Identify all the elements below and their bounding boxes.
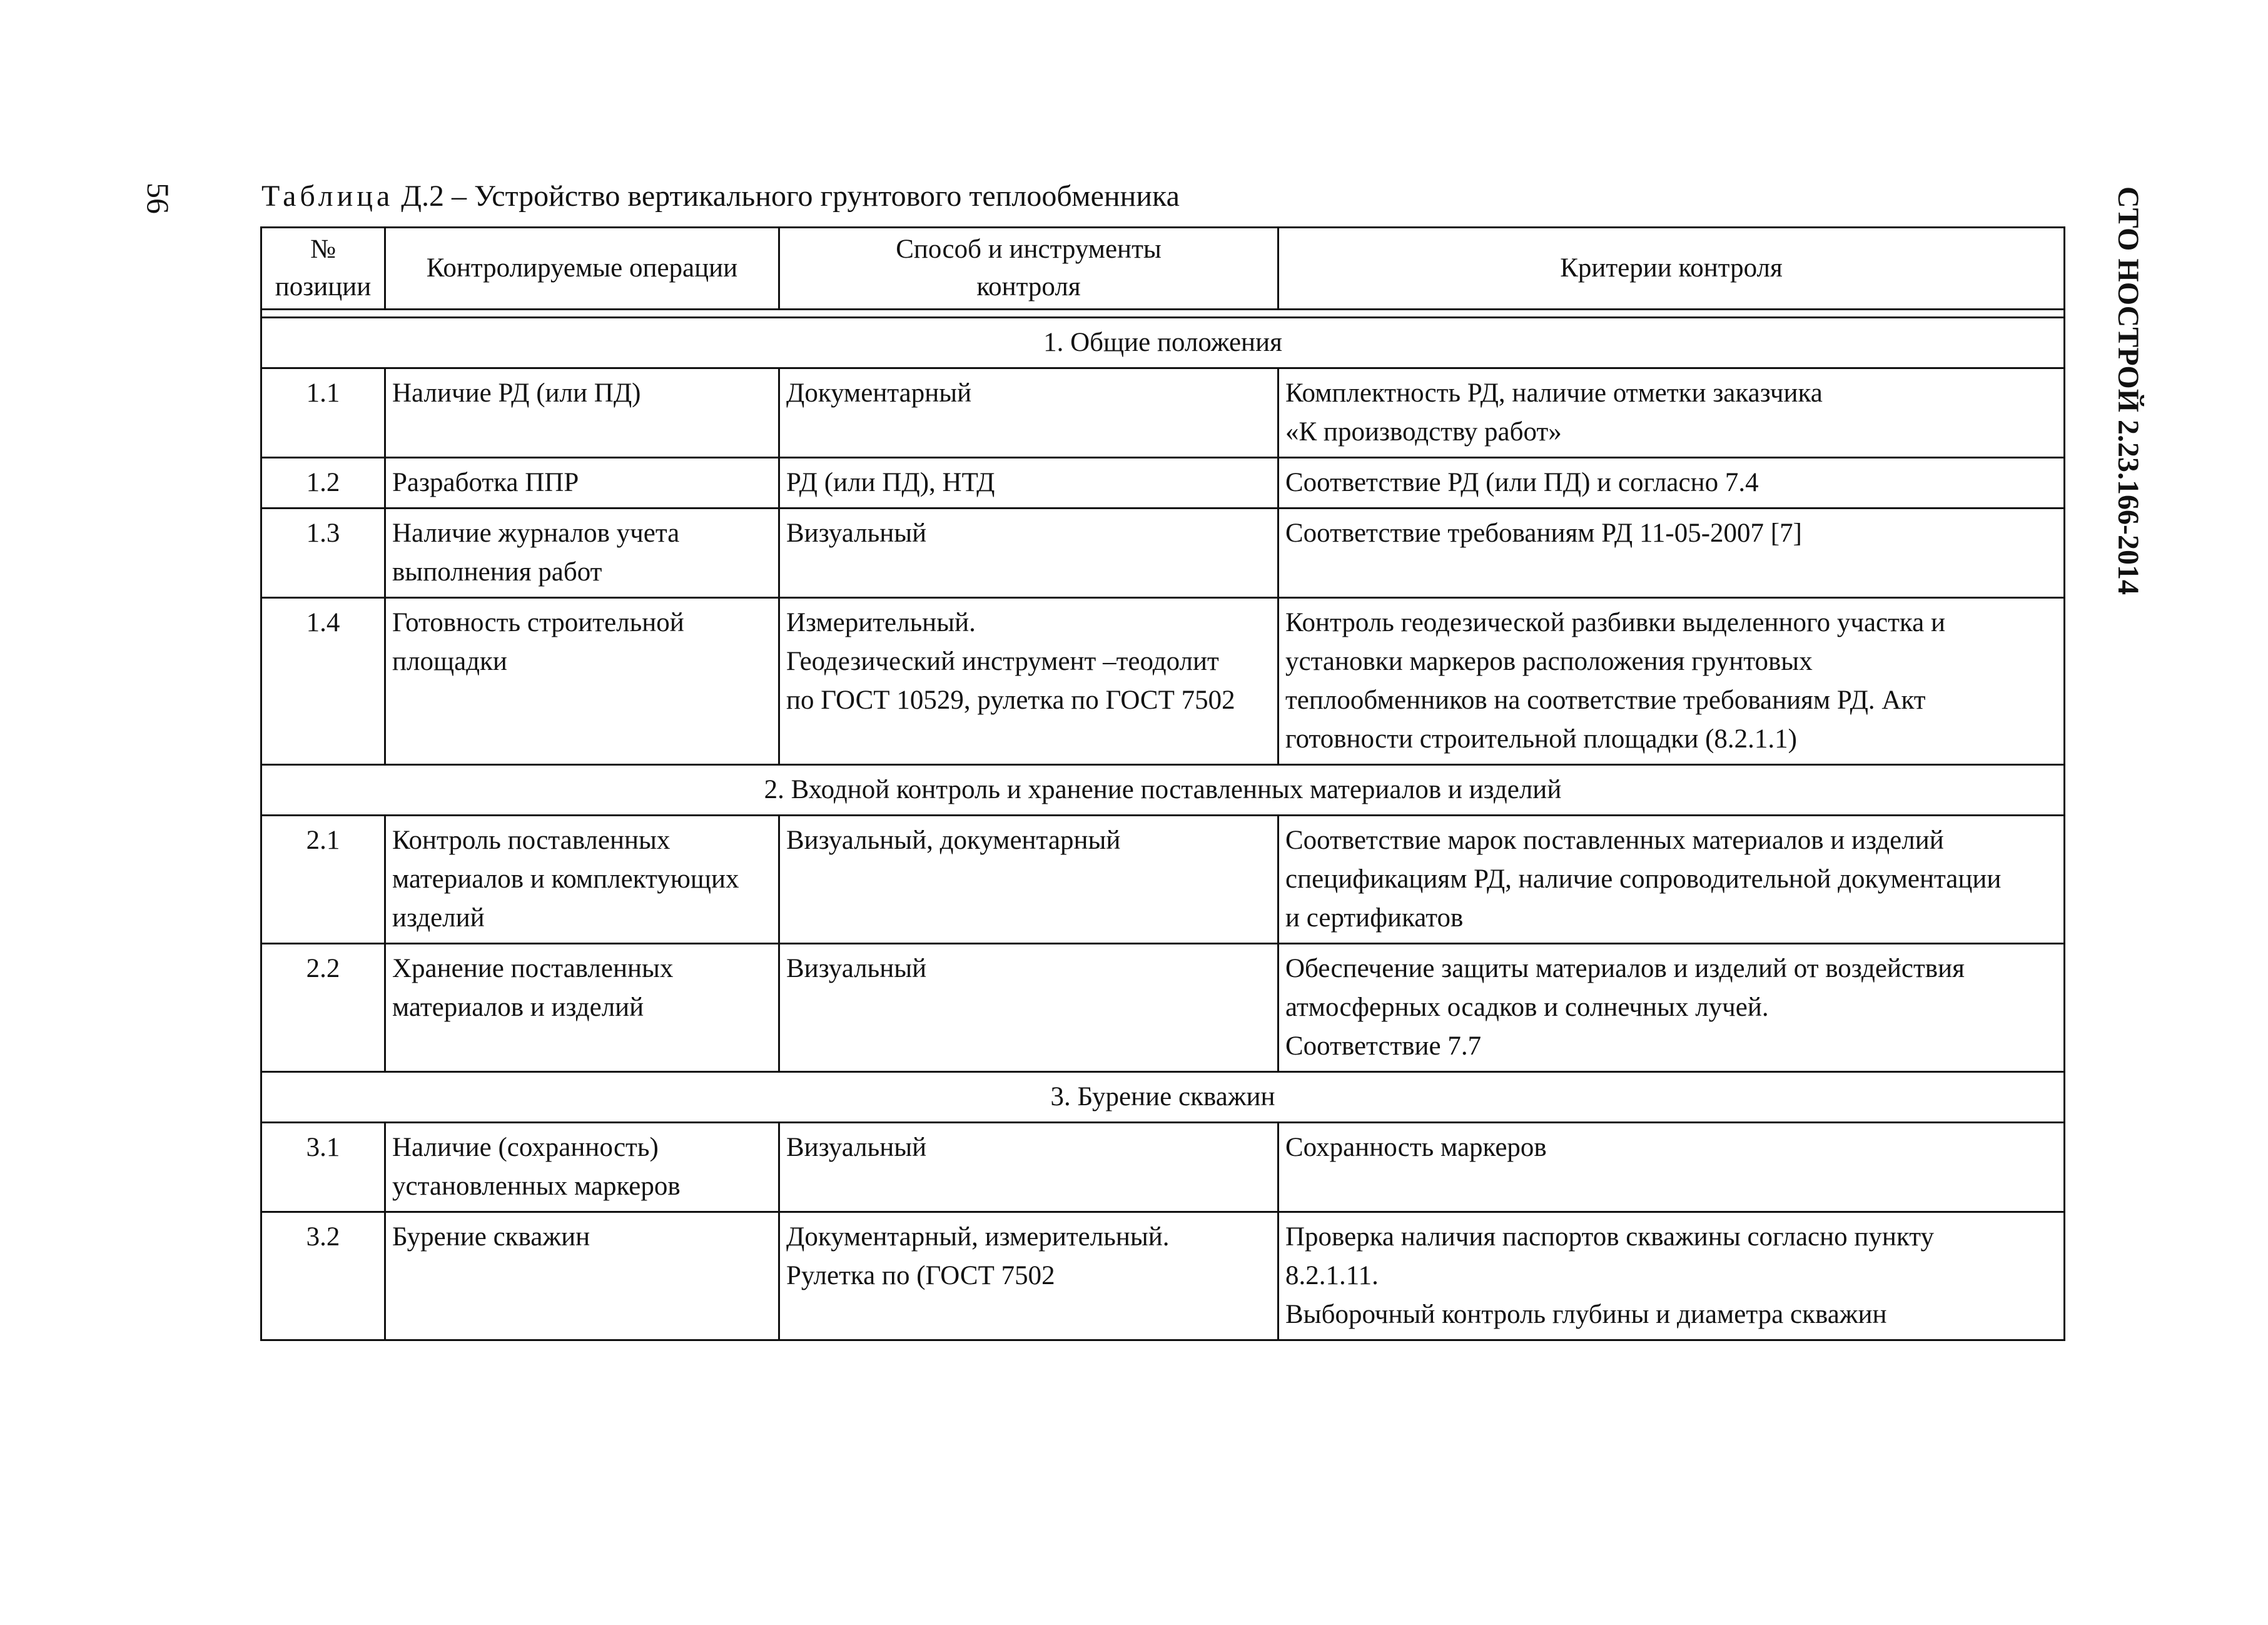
row-number: 1.1 (261, 368, 385, 458)
row-criteria: Проверка наличия паспортов скважины согласно пункту 8.2.1.11. Выборочный контроль глубины и диаметра скважин (1278, 1212, 2065, 1340)
header-row (261, 228, 2065, 310)
row-method: Визуальный (779, 509, 1278, 598)
row-operation: Бурение скважин (385, 1212, 779, 1340)
table-caption-label: Таблица (261, 180, 394, 213)
row-number: 1.3 (261, 509, 385, 598)
header-criteria: Критерии контроля (1278, 228, 2065, 310)
row-criteria: Сохранность маркеров (1278, 1123, 2065, 1212)
row-operation: Хранение поставленных материалов и изделий (385, 944, 779, 1072)
row-operation: Разработка ППР (385, 458, 779, 509)
row-number: 1.2 (261, 458, 385, 509)
row-number: 3.1 (261, 1123, 385, 1212)
table-row (261, 598, 2065, 765)
row-criteria: Соответствие РД (или ПД) и согласно 7.4 (1278, 458, 2065, 509)
row-operation: Наличие (сохранность) установленных маркеров (385, 1123, 779, 1212)
table-caption-text: Д.2 – Устройство вертикального грунтового теплообменника (401, 180, 1180, 213)
row-number: 3.2 (261, 1212, 385, 1340)
row-number: 1.4 (261, 598, 385, 765)
table-row (261, 368, 2065, 458)
row-method: Визуальный (779, 1123, 1278, 1212)
header-gap (261, 310, 2065, 318)
row-criteria: Комплектность РД, наличие отметки заказчика «К производству работ» (1278, 368, 2065, 458)
row-criteria: Соответствие требованиям РД 11-05-2007 [7] (1278, 509, 2065, 598)
table-row (261, 458, 2065, 509)
table-row (261, 944, 2065, 1072)
table-row (261, 1212, 2065, 1340)
row-operation: Наличие журналов учета выполнения работ (385, 509, 779, 598)
table-row (261, 816, 2065, 944)
table-row (261, 509, 2065, 598)
row-method: Документарный, измерительный. Рулетка по (ГОСТ 7502 (779, 1212, 1278, 1340)
section-title: 3. Бурение скважин (261, 1072, 2065, 1123)
row-operation: Наличие РД (или ПД) (385, 368, 779, 458)
row-method: РД (или ПД), НТД (779, 458, 1278, 509)
row-method: Документарный (779, 368, 1278, 458)
row-criteria: Обеспечение защиты материалов и изделий от воздействия атмосферных осадков и солнечных лучей. Соответствие 7.7 (1278, 944, 2065, 1072)
header-position: № позиции (261, 228, 385, 310)
section-title: 1. Общие положения (261, 318, 2065, 368)
row-method: Измерительный. Геодезический инструмент –теодолит по ГОСТ 10529, рулетка по ГОСТ 7502 (779, 598, 1278, 765)
row-method: Визуальный, документарный (779, 816, 1278, 944)
row-operation: Контроль поставленных материалов и комплектующих изделий (385, 816, 779, 944)
table-row (261, 1123, 2065, 1212)
section-title: 2. Входной контроль и хранение поставленных материалов и изделий (261, 765, 2065, 816)
row-criteria: Соответствие марок поставленных материалов и изделий спецификациям РД, наличие сопроводительной документации и сертификатов (1278, 816, 2065, 944)
row-criteria: Контроль геодезической разбивки выделенного участка и установки маркеров расположения грунтовых теплообменников на соответствие требованиям РД. Акт готовности строительной площадки (8.2.1.1) (1278, 598, 2065, 765)
header-method: Способ и инструменты контроля (779, 228, 1278, 310)
section-heading (261, 1072, 2065, 1123)
section-heading (261, 765, 2065, 816)
row-operation: Готовность строительной площадки (385, 598, 779, 765)
section-heading (261, 318, 2065, 368)
row-number: 2.2 (261, 944, 385, 1072)
page-number: 56 (141, 183, 176, 214)
table-caption (261, 179, 1180, 213)
row-number: 2.1 (261, 816, 385, 944)
header-operations: Контролируемые операции (385, 228, 779, 310)
document-code: СТО НОСТРОЙ 2.23.166-2014 (2112, 186, 2145, 595)
row-method: Визуальный (779, 944, 1278, 1072)
control-table (260, 226, 2065, 1341)
